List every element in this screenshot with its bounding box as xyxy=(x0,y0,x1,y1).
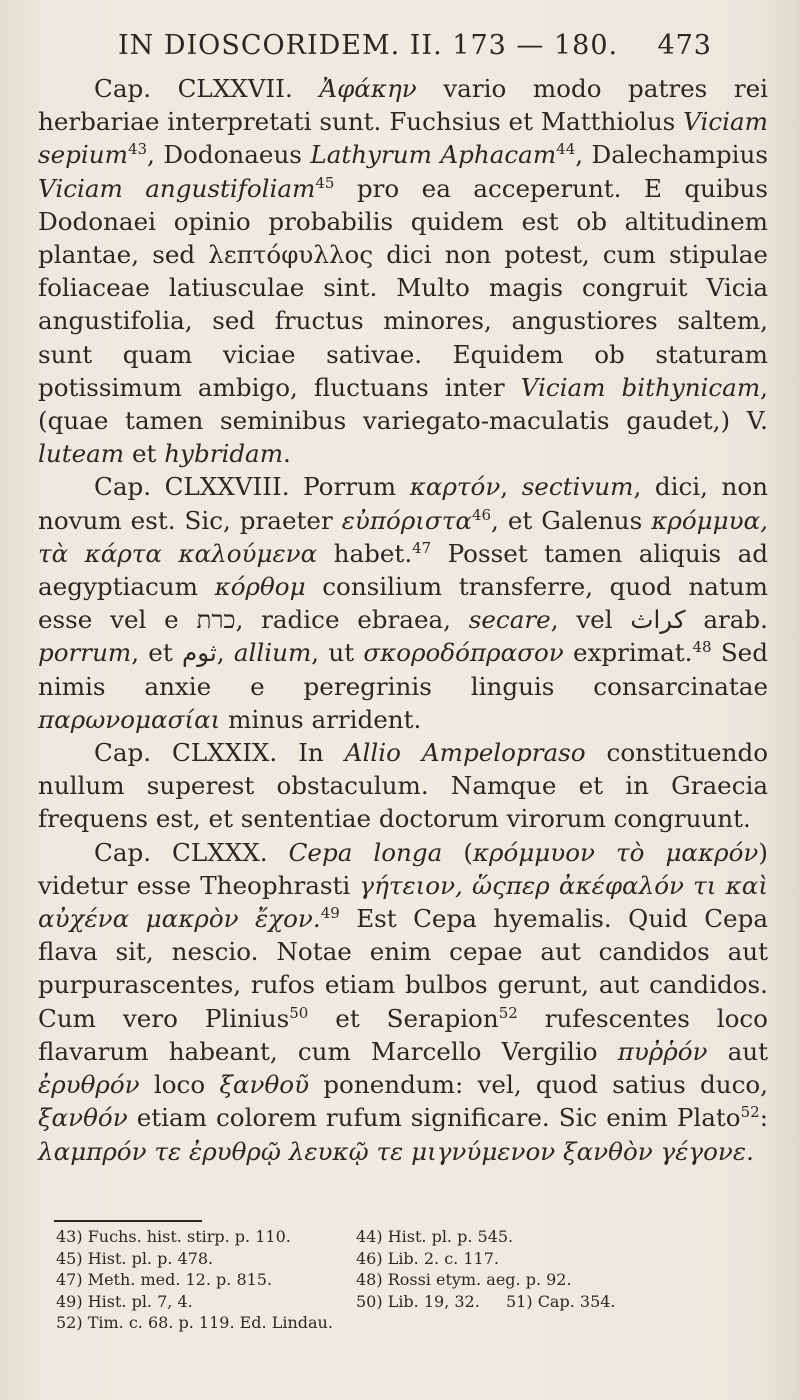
footnote xyxy=(356,1312,506,1334)
footnote-rule xyxy=(54,1220,202,1222)
footnote: 51) Cap. 354. xyxy=(506,1291,616,1311)
footnote-row xyxy=(56,1248,696,1270)
italic-term: Lathyrum Aphacam xyxy=(310,140,557,170)
text-run: , Dalechampius xyxy=(575,140,769,170)
italic-term: Viciam bithynicam xyxy=(520,372,761,402)
italic-term: Ἀφάκην xyxy=(319,74,417,103)
main-text xyxy=(38,72,768,1168)
text-run: Cap. CLXXVII. xyxy=(94,74,320,103)
italic-term: παρωνομασίαι xyxy=(38,704,221,734)
footnotes xyxy=(56,1226,696,1334)
text-run: . xyxy=(283,439,291,469)
footnote-ref: 52 xyxy=(498,1003,518,1022)
text-run: ( xyxy=(442,837,473,867)
italic-term: secare xyxy=(468,605,551,635)
footnote-ref: 44 xyxy=(556,140,576,159)
italic-term: Cepa longa xyxy=(288,837,443,867)
italic-term: sectivum xyxy=(521,472,634,502)
italic-term: εὐπόριστα xyxy=(341,505,472,535)
text-run: , Dodonaeus xyxy=(147,140,311,170)
text-run: consilium transferre, quod natum esse vel e כרת, radice ebraea, xyxy=(38,572,768,635)
text-run: , (quae tamen seminibus variegato-maculatis gaudet,) V. xyxy=(38,372,768,436)
text-run: vario modo patres rei herbariae interpretati sunt. Fuchsius et Matthiolus xyxy=(38,74,768,137)
footnote: 45) Hist. pl. p. 478. xyxy=(56,1248,214,1268)
text-run: constituendo nullum superest obstaculum. Namque et in Graecia frequens est, et sententiae doctorum virorum congruunt. xyxy=(38,738,769,834)
text-run: , dici, non novum est. Sic, praeter xyxy=(38,472,768,535)
footnote-ref: 48 xyxy=(692,638,712,657)
italic-term: ξανθόν xyxy=(38,1103,128,1133)
italic-term: allium xyxy=(233,638,312,668)
footnote-row xyxy=(56,1226,696,1248)
italic-term: γήτειον, ὥςπερ ἀκέφαλόν τι καὶ αὐχένα μακρὸν ἔχον. xyxy=(38,870,768,934)
text-run: et Serapion xyxy=(308,1003,499,1033)
footnote-ref: 47 xyxy=(412,538,432,557)
text-run: Posset tamen aliquis ad aegyptiacum xyxy=(38,538,768,602)
text-run: ) videtur esse Theophrasti xyxy=(38,837,768,900)
text-run: et xyxy=(124,439,165,469)
text-run: Cap. CLXXVIII. Porrum xyxy=(94,472,410,502)
footnote: 47) Meth. med. 12. p. 815. xyxy=(56,1270,273,1290)
text-run: habet. xyxy=(317,538,413,568)
paragraph-cap-177 xyxy=(38,72,768,470)
running-header xyxy=(118,30,712,70)
italic-term: porrum xyxy=(38,638,132,668)
running-title: IN DIOSCORIDEM. II. 173 — 180. xyxy=(118,30,619,61)
text-run: , vel كراث arab. xyxy=(550,605,768,635)
footnote: 52) Tim. c. 68. p. 119. Ed. Lindau. xyxy=(56,1313,333,1333)
italic-term: Allio Ampelopraso xyxy=(344,738,586,768)
text-run: , et ثوم, xyxy=(131,638,234,668)
footnote: 49) Hist. pl. 7, 4. xyxy=(56,1291,193,1311)
text-run: etiam colorem rufum significare. Sic enim Plato xyxy=(127,1103,741,1133)
text-run: Cap. CLXXX. xyxy=(94,837,289,867)
text-run: , xyxy=(500,472,522,502)
footnote-ref: 49 xyxy=(320,903,340,922)
italic-term: καρτόν xyxy=(409,472,501,502)
footnote: 48) Rossi etym. aeg. p. 92. xyxy=(356,1270,572,1290)
text-run: pro ea acceperunt. E quibus Dodonaei opinio probabilis quidem est ob altitudinem plantae, sed λεπτόφυλλος dici non potest, cum stipulae foliaceae latiusculae sint. Multo magis congruit Vicia angustifolia, sed fructus minores, angustiores saltem, sunt quam viciae sativae. Equidem ob staturam potissimum ambigo, fluctuans inter xyxy=(38,173,768,402)
footnote-row xyxy=(56,1312,696,1334)
footnote: 50) Lib. 19, 32. xyxy=(356,1291,480,1311)
italic-term: λαμπρόν τε ἐρυθρῷ λευκῷ τε μιγνύμενον ξανθὸν γέγονε. xyxy=(38,1136,754,1166)
footnote-row xyxy=(56,1269,696,1291)
text-run: Cap. CLXXIX. In xyxy=(94,738,345,768)
text-run: exprimat. xyxy=(563,638,693,668)
italic-term: Viciam angustifoliam xyxy=(38,173,316,203)
text-run: Est Cepa hyemalis. Quid Cepa flava sit, nescio. Notae enim cepae aut candidos aut purpurascentes, rufos etiam bulbos gerunt, aut candidos. Cum vero Plinius xyxy=(38,904,768,1033)
footnote-ref: 50 xyxy=(289,1003,309,1022)
text-run: minus arrident. xyxy=(220,704,422,734)
text-run: aut xyxy=(707,1036,769,1066)
text-run: ponendum: vel, quod satius duco, xyxy=(309,1070,768,1100)
italic-term: σκοροδόπρασον xyxy=(363,638,564,668)
italic-term: ξανθοῦ xyxy=(219,1070,310,1100)
text-run: , et Galenus xyxy=(491,505,652,535)
italic-term: hybridam xyxy=(164,439,284,469)
footnote-ref: 45 xyxy=(315,173,335,192)
italic-term: Viciam sepium xyxy=(38,107,768,170)
paragraph-cap-179 xyxy=(38,736,768,836)
text-run: Sed nimis anxie e peregrinis linguis consarcinatae xyxy=(38,638,768,701)
text-run: , ut xyxy=(311,638,364,668)
italic-term: ἐρυθρόν xyxy=(38,1070,140,1100)
italic-term: luteam xyxy=(38,439,125,469)
italic-term: κρόμμυον τὸ μακρόν xyxy=(472,837,759,867)
paragraph-cap-178 xyxy=(38,470,768,736)
paragraph-cap-180 xyxy=(38,836,768,1168)
footnote: 46) Lib. 2. c. 117. xyxy=(356,1248,499,1268)
text-run: loco xyxy=(139,1070,220,1100)
page-number: 473 xyxy=(657,30,712,61)
italic-term: πυῤῥόν xyxy=(617,1036,708,1066)
footnote-ref: 43 xyxy=(127,140,148,159)
italic-term: κόρθομ xyxy=(214,572,306,602)
footnote-row xyxy=(56,1291,696,1313)
text-run: rufescentes loco flavarum habeant, cum Marcello Vergilio xyxy=(38,1003,768,1066)
footnote-ref: 46 xyxy=(471,505,492,524)
text-run: : xyxy=(759,1103,768,1133)
italic-term: κρόμμυα, τὰ κάρτα καλούμενα xyxy=(38,505,768,568)
footnote: 44) Hist. pl. p. 545. xyxy=(356,1227,514,1246)
footnote-ref: 52 xyxy=(740,1103,760,1122)
footnote: 43) Fuchs. hist. stirp. p. 110. xyxy=(56,1227,291,1246)
